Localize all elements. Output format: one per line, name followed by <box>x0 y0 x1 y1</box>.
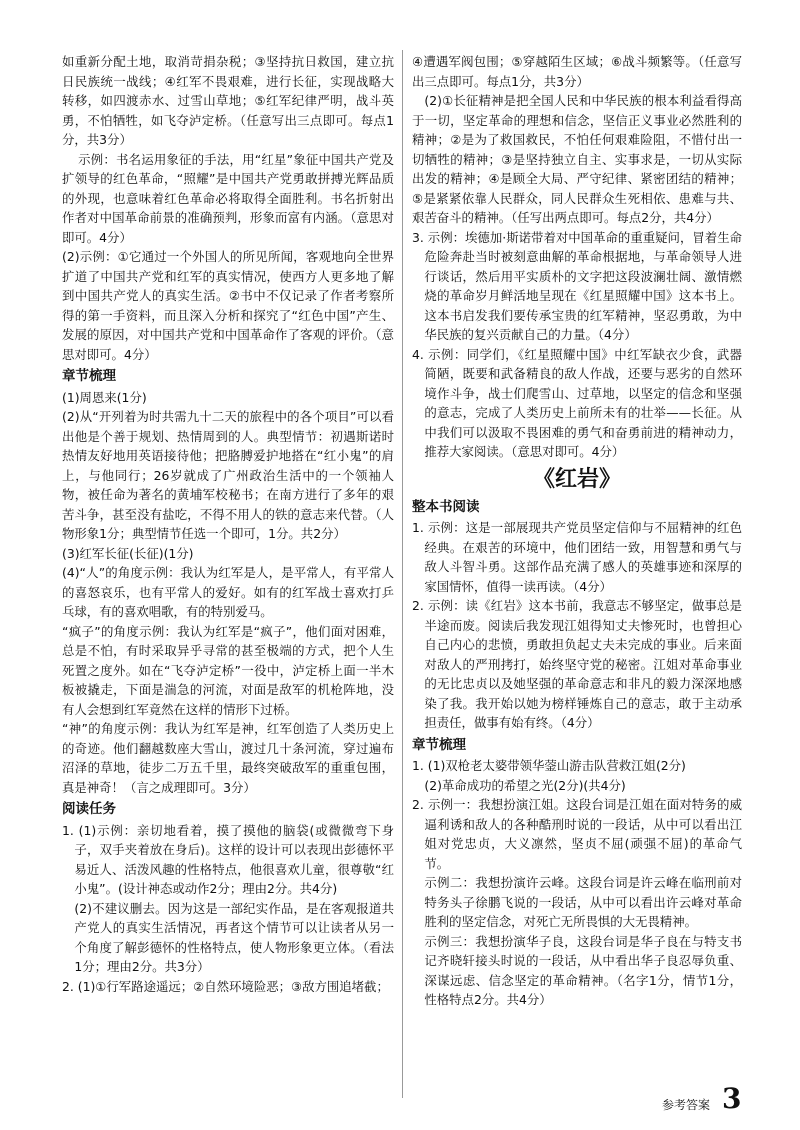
answer-paragraph: (1)周恩来(1分) <box>62 389 147 405</box>
answer-paragraph: 1. (1)双枪老太婆带领华蓥山游击队营救江姐(2分) <box>412 758 686 773</box>
page-number: 3 <box>722 1082 742 1115</box>
left-column <box>62 52 394 996</box>
answer-paragraph: (2)①长征精神是把全国人民和中华民族的根本利益看得高于一切，坚定革命的理想和信念，坚信正义事业必然胜利的精神；②是为了救国救民，不怕任何艰难险阻，不惜付出一切牺牲的精神；③是坚持独立自主、实事求是，一切从实际出发的精神；④是顾全大局、严守纪律、紧密团结的精神；⑤是紧紧依靠人民群众，同人民群众生死相依、患难与共、艰苦奋斗的精神。（任写出两点即可。每点2分，共4分） <box>412 93 742 225</box>
answer-paragraph: 3. 示例：埃德加·斯诺带着对中国革命的重重疑问，冒着生命危险奔赴当时被刻意曲解的革命根据地，与革命领导人进行谈话，然后用平实质朴的文字把这段波澜壮阔、激情燃烧的革命岁月鲜活地呈现在《红星照耀中国》这本书上。这本书启发我们要传承宝贵的红军精神，坚忍勇敢，为中华民族的复兴贡献自己的力量。（4分） <box>412 229 742 342</box>
answer-paragraph: ④遭遇军阀包围；⑤穿越陌生区域；⑥战斗频繁等。（任意写出三点即可。每点1分，共3分） <box>412 54 742 89</box>
section-heading: 章节梳理 <box>62 368 116 384</box>
answer-paragraph: (2)示例：①它通过一个外国人的所见所闻，客观地向全世界扩道了中国共产党和红军的真实情况，使西方人更多地了解到中国共产党人的真实生活。②书中不仅记录了作者考察所得的第一手资料，而且深入分析和探究了“红色中国”产生、发展的原因，对中国共产党和中国革命作了客观的评价。（意思对即可。4分） <box>62 249 394 362</box>
answer-paragraph: (4)“人”的角度示例：我认为红军是人，是平常人，有平常人的喜怒哀乐，也有平常人的爱好。如有的红军战士喜欢打乒乓球，有的喜欢唱歌，有的特别爱马。 <box>62 565 394 619</box>
answer-paragraph: 示例二：我想扮演许云峰。这段台词是许云峰在临刑前对特务头子徐鹏飞说的一段话，从中可以看出许云峰对革命胜利的坚定信念，对死亡无所畏惧的大无畏精神。 <box>424 875 742 929</box>
right-column <box>412 52 742 1010</box>
answer-paragraph: (2)革命成功的希望之光(2分)(共4分) <box>424 777 626 793</box>
answer-paragraph: 如重新分配土地，取消苛捐杂税；③坚持抗日救国，建立抗日民族统一战线；④红军不畏艰难，进行长征，实现战略大转移，如四渡赤水、过雪山草地；⑤红军纪律严明，战斗英勇，不怕牺牲，如飞夺泸定桥。（任意写出三点即可。每点1分，共3分） <box>62 54 394 147</box>
answer-paragraph: 2. 示例：读《红岩》这本书前，我意志不够坚定，做事总是半途而废。阅读后我发现江姐得知丈夫惨死时，也曾担心自己内心的悲愤，勇敢担负起丈夫未完成的事业。后来面对敌人的严刑拷打，始终坚守党的秘密。江姐对革命事业的无比忠贞以及她坚强的革命意志和非凡的毅力深深地感染了我。我开始以她为榜样锤炼自己的意志，敢于主动承担责任，做事有始有终。（4分） <box>412 598 742 730</box>
answer-paragraph: 示例三：我想扮演华子良，这段台词是华子良在与特支书记齐晓轩接头时说的一段话，从中看出华子良忍辱负重、深谋远虑、信念坚定的革命精神。（名字1分，情节1分，性格特点2分。共4分） <box>424 933 742 1007</box>
section-heading: 章节梳理 <box>412 736 466 753</box>
footer-label: 参考答案 <box>662 1098 711 1112</box>
section-heading: 整本书阅读 <box>412 498 480 515</box>
answer-paragraph: (2)不建议删去。因为这是一部纪实作品，是在客观报道共产党人的真实生活情况，再者这个情节可以让读者从另一个角度了解彭德怀的性格特点，使人物形象更立体。（看法1分；理由2分。共3分） <box>74 900 394 974</box>
answer-paragraph: 2. (1)①行军路途遥远；②自然环境险恶；③敌方围追堵截； <box>62 978 389 994</box>
answer-paragraph: 1. (1)示例：亲切地看着，摸了摸他的脑袋(或微微弯下身子，双手夹着放在身后)。这样的设计可以表现出彭德怀平易近人、活泼风趣的性格特点，他很喜欢儿童，很尊敬“红小鬼”。(设计神态或动作2分；理由2分。共4分) <box>62 822 394 896</box>
answer-paragraph: “疯子”的角度示例：我认为红军是“疯子”，他们面对困难，总是不怕，有时采取异乎寻常的甚至极端的方式，把个人生死置之度外。如在“飞夺泸定桥”一役中，泸定桥上面一半木板被撬走，下面是湍急的河流，对面是敌军的机枪阵地，没有人会想到红军竟然在这样的情形下过桥。 <box>62 623 394 717</box>
answer-paragraph: (3)红军长征(长征)(1分) <box>62 545 194 561</box>
section-heading: 阅读任务 <box>62 801 116 817</box>
answer-paragraph: 1. 示例：这是一部展现共产党员坚定信仰与不屈精神的红色经典。在艰苦的环境中，他们团结一致，用智慧和勇气与敌人斗智斗勇。这部作品充满了感人的英雄事迹和深厚的家国情怀，值得一读再读。（4分） <box>412 520 742 594</box>
book-title: 《红岩》 <box>532 465 621 492</box>
answer-paragraph: “神”的角度示例：我认为红军是神，红军创造了人类历史上的奇迹。他们翻越数座大雪山，渡过几十条河流，穿过遍布沼泽的草地，徒步二万五千里，最终突破敌军的重重包围，真是神奇！（言之成理即可。3分） <box>62 721 394 795</box>
column-divider <box>402 50 403 1098</box>
answer-paragraph: (2)从“开列着为时共需九十二天的旅程中的各个项目”可以看出他是个善于规划、热情周到的人。典型情节：初遇斯诺时热情友好地用英语接待他；把胳膊爱护地搭在“红小鬼”的肩上，与他同行；26岁就成了广州政治生活中的一个领袖人物，被任命为著名的黄埔军校秘书；在南方进行了多年的艰苦斗争，甚至没有盐吃，不得不用人的铁的意志来代替。（人物形象1分；典型情节任选一个即可，1分。共2分） <box>62 409 394 541</box>
answer-paragraph: 2. 示例一：我想扮演江姐。这段台词是江姐在面对特务的威逼利诱和敌人的各种酷刑时说的一段话，从中可以看出江姐对党忠贞，大义凛然，坚贞不屈(顽强不屈)的革命气节。 <box>412 797 742 871</box>
answer-paragraph: 示例：书名运用象征的手法，用“红星”象征中国共产党及扩领导的红色革命，“照耀”是中国共产党勇敢拼搏光辉品质的外现，也意味着红色革命必将取得全面胜利。书名折射出作者对中国革命前景的准确预判，形象而富有内涵。（意思对即可。4分） <box>62 151 394 245</box>
answer-paragraph: 4. 示例：同学们，《红星照耀中国》中红军缺衣少食，武器简陋，既要和武备精良的敌人作战，还要与恶劣的自然环境作斗争，战士们爬雪山、过草地，以坚定的信念和坚强的意志，完成了人类历史上前所未有的壮举——长征。从中我们可以汲取不畏困难的勇气和奋勇前进的精神动力，推荐大家阅读。（意思对即可。4分） <box>412 346 742 459</box>
